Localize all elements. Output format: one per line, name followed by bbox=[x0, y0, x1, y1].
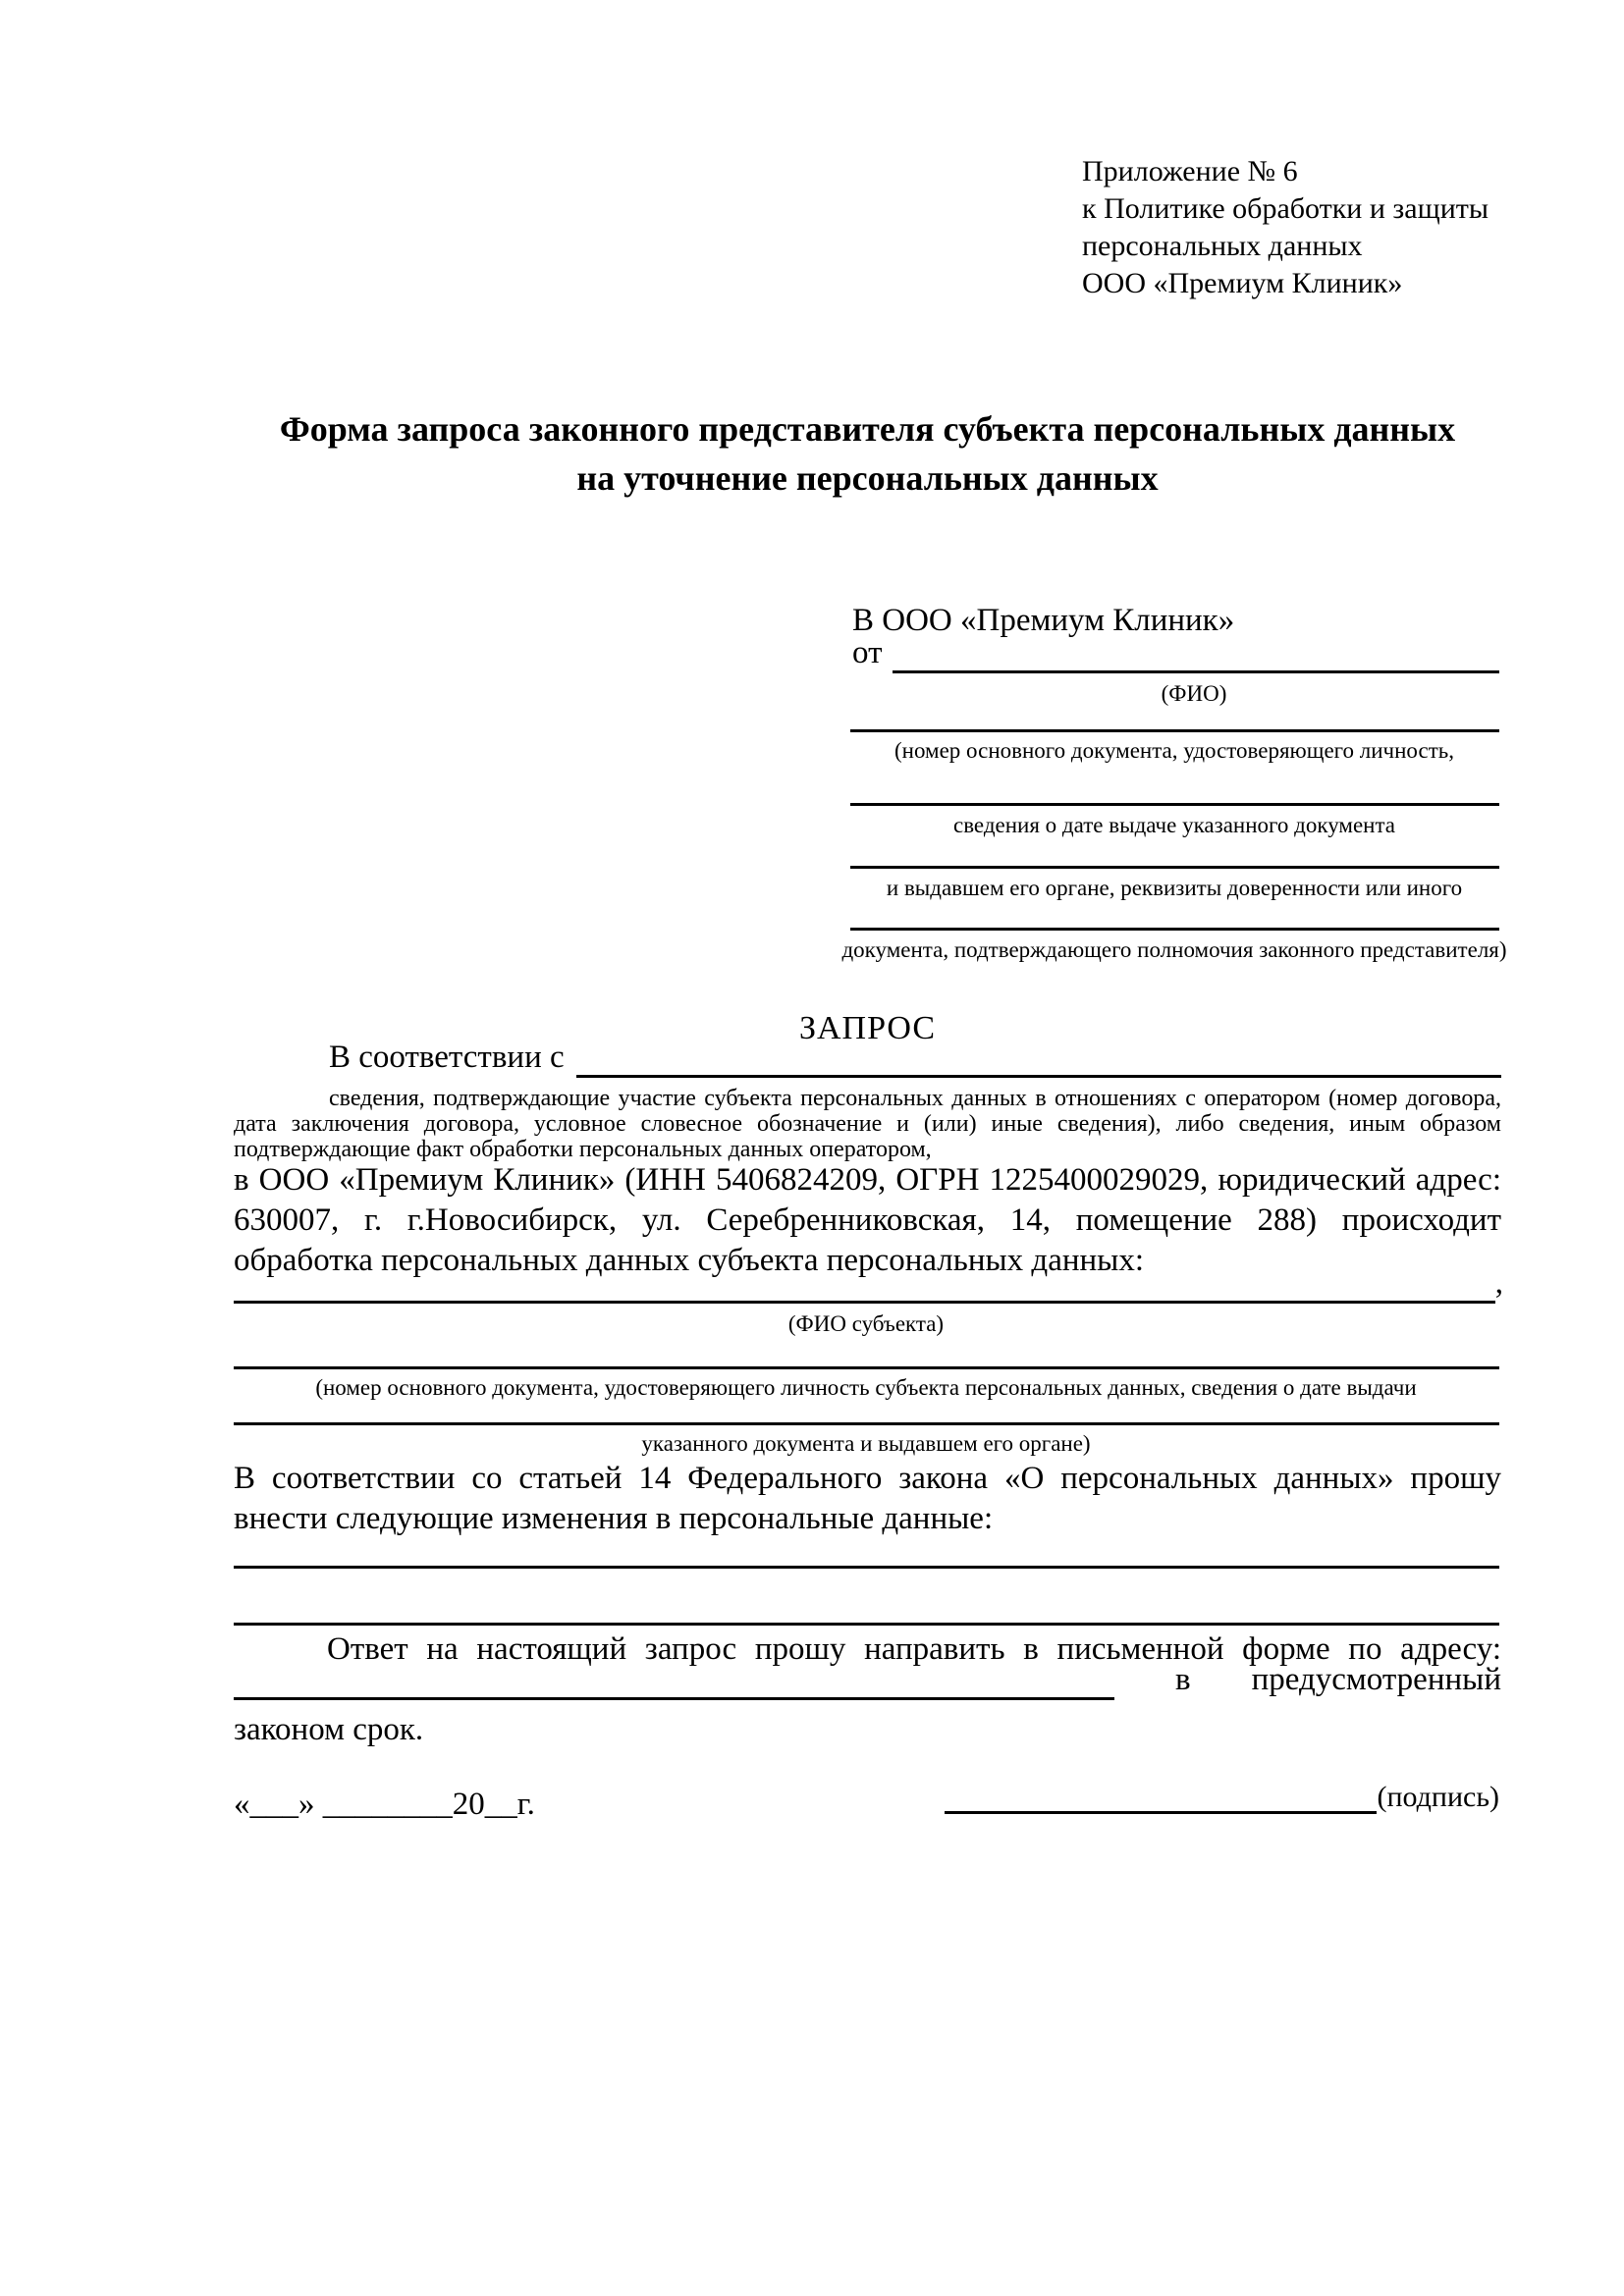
subject-fio-row bbox=[234, 1266, 1503, 1304]
blank-caption: документа, подтверждающего полномочия законного представителя) bbox=[841, 937, 1507, 962]
trailing-comma: , bbox=[1494, 1265, 1503, 1301]
blank-line-issuing-authority bbox=[850, 866, 1499, 869]
fio-blank-line bbox=[893, 670, 1500, 673]
addressee-org: В ООО «Премиум Клиник» bbox=[852, 603, 1235, 638]
signature-blank-line bbox=[945, 1811, 1377, 1814]
subject-fio-blank-line bbox=[234, 1301, 1495, 1304]
reply-address-blank-line bbox=[234, 1697, 1114, 1700]
fio-caption: (ФИО) bbox=[1161, 681, 1227, 706]
reply-paragraph: Ответ на настоящий запрос прошу направить в письменной форме по адресу: bbox=[327, 1631, 1501, 1667]
article-paragraph: В соответствии со статьей 14 Федерального закона «О персональных данных» прошу внести следующие изменения в персональные данные: bbox=[234, 1461, 1501, 1536]
appendix-note bbox=[1082, 153, 1543, 302]
accordance-blank-line bbox=[576, 1075, 1501, 1078]
date-blank: «___» ________20__г. bbox=[234, 1787, 535, 1822]
document-title-line: на уточнение персональных данных bbox=[576, 458, 1159, 498]
blank-caption: сведения о дате выдаче указанного документа bbox=[952, 813, 1396, 837]
blank-line-document-number bbox=[850, 729, 1499, 732]
accordance-row bbox=[234, 1042, 1501, 1078]
changes-blank-line bbox=[234, 1623, 1499, 1626]
reply-word-stipulated: предусмотренный bbox=[1251, 1662, 1501, 1697]
section-title-request: ЗАПРОС bbox=[798, 1010, 937, 1046]
reply-word-in: в bbox=[1175, 1662, 1191, 1697]
from-label: от bbox=[852, 635, 883, 670]
subject-fio-caption: (ФИО субъекта) bbox=[787, 1311, 945, 1336]
accordance-caption: сведения, подтверждающие участие субъекта персональных данных в отношениях с оператором (номер договора, дата заключения договора, условное словесное обозначение и (или) иные сведения), либо сведения, иным образом подтверждающие факт обработки персональных данных оператором, bbox=[234, 1086, 1501, 1162]
blank-line-authority-document bbox=[850, 928, 1499, 931]
blank-caption: и выдавшем его органе, реквизиты доверенности или иного bbox=[886, 876, 1463, 900]
addressee-from-row bbox=[852, 635, 1499, 673]
operator-paragraph: в ООО «Премиум Клиник» (ИНН 5406824209, ОГРН 1225400029029, юридический адрес: 630007, г. г.Новосибирск, ул. Серебренниковская, 14, помещение 288) происходит обработка персональных данных субъекта персональных данных: bbox=[234, 1162, 1501, 1278]
signature-row bbox=[945, 1777, 1499, 1814]
changes-blank-line bbox=[234, 1566, 1499, 1569]
subject-doc-blank-line bbox=[234, 1366, 1499, 1369]
reply-closing-line: законом срок. bbox=[234, 1712, 424, 1747]
appendix-note-line: Приложение № 6 bbox=[1082, 155, 1298, 187]
signature-caption: (подпись) bbox=[1377, 1781, 1499, 1813]
blank-caption: (номер основного документа, удостоверяющего личность, bbox=[893, 738, 1455, 763]
appendix-note-line: персональных данных bbox=[1082, 230, 1363, 262]
appendix-note-line: к Политике обработки и защиты bbox=[1082, 192, 1489, 225]
reply-address-row bbox=[234, 1661, 1501, 1700]
subject-doc-blank-line bbox=[234, 1422, 1499, 1425]
blank-line-issue-date bbox=[850, 803, 1499, 806]
document-title-line: Форма запроса законного представителя субъекта персональных данных bbox=[279, 409, 1456, 449]
document-title bbox=[234, 404, 1501, 503]
subject-doc-caption: указанного документа и выдавшем его органе) bbox=[641, 1431, 1091, 1456]
subject-doc-caption: (номер основного документа, удостоверяющего личность субъекта персональных данных, сведения о дате выдачи bbox=[315, 1375, 1417, 1400]
accordance-label: В соответствии с bbox=[329, 1040, 565, 1075]
appendix-note-line: ООО «Премиум Клиник» bbox=[1082, 267, 1403, 299]
